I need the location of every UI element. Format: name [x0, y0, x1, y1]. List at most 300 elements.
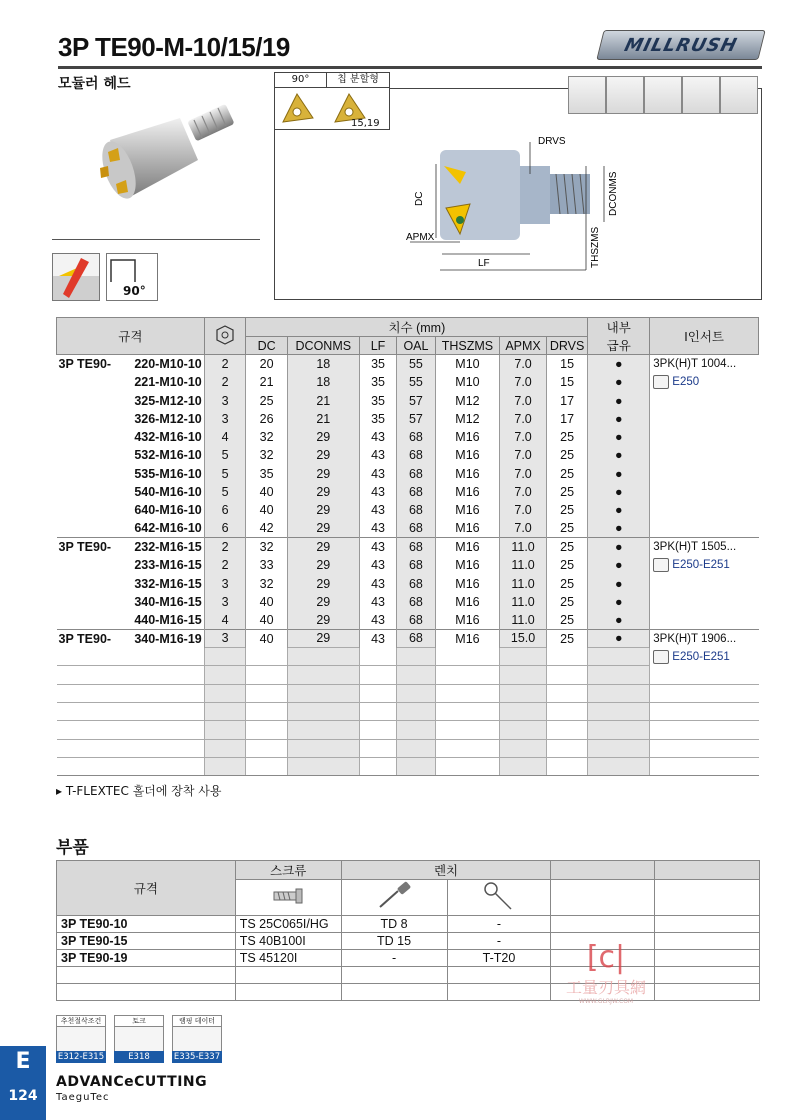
empty-cell [435, 666, 500, 684]
teeth-count: 5 [204, 465, 246, 483]
dim-value: M16 [455, 576, 480, 591]
spec-code-cell [57, 556, 205, 574]
face-milling-icon [568, 76, 606, 114]
t-wrench-icon [479, 881, 519, 911]
magnifier-icon [653, 558, 669, 572]
empty-cell [546, 702, 587, 720]
empty-cell [588, 702, 650, 720]
table-row [57, 519, 759, 537]
empty-cell [655, 916, 760, 933]
teeth-count: 3 [204, 574, 246, 592]
header-dim-drvs: DRVS [546, 337, 587, 355]
spec-code: 220-M10-10 [134, 357, 202, 372]
empty-cell [287, 721, 359, 739]
dim-value: 32 [259, 430, 274, 445]
empty-cell [57, 702, 205, 720]
coolant-mark: ● [588, 611, 650, 629]
empty-cell [588, 721, 650, 739]
part-wrench-t: T-T20 [447, 950, 551, 967]
insert-cell [650, 373, 759, 391]
empty-cell [546, 739, 587, 757]
ramping-icon [682, 76, 720, 114]
dim-value: 68 [397, 611, 435, 629]
dim-value: M12 [455, 393, 480, 408]
dim-value: 15.0 [500, 629, 547, 647]
insert-cell [650, 465, 759, 483]
teeth-count: 4 [204, 428, 246, 446]
dim-value: 40 [246, 629, 287, 647]
cutting-diagram-icon [52, 253, 100, 301]
empty-cell [287, 702, 359, 720]
dim-value: 29 [287, 611, 359, 629]
empty-cell [359, 757, 396, 775]
shoulder-profile-icon [107, 254, 157, 284]
dim-value: 43 [371, 558, 385, 573]
insert-cell [650, 574, 759, 592]
empty-cell [588, 648, 650, 666]
dim-value: 43 [371, 503, 385, 518]
spec-code: 340-M16-15 [134, 594, 202, 609]
dim-value: 25 [560, 558, 575, 573]
empty-cell [341, 984, 447, 1001]
dim-value: 35 [371, 411, 385, 426]
dim-value: 15 [560, 375, 575, 390]
empty-cell [287, 684, 359, 702]
empty-cell [57, 684, 205, 702]
spec-code-cell [57, 391, 205, 409]
table-row [57, 648, 759, 666]
parts-row [57, 916, 760, 933]
dim-value: 32 [246, 538, 287, 556]
empty-cell [588, 666, 650, 684]
table-row-empty [57, 666, 759, 684]
subtitle: 모듈러 헤드 [58, 76, 131, 92]
part-screw: TS 45120I [235, 950, 341, 967]
empty-cell [246, 702, 287, 720]
table-row-empty [57, 721, 759, 739]
dim-value: 29 [287, 574, 359, 592]
dim-value: 40 [259, 503, 274, 518]
empty-cell [57, 721, 205, 739]
coolant-mark: ● [588, 465, 650, 483]
empty-cell [246, 721, 287, 739]
title-divider [58, 66, 762, 69]
coolant-mark: ● [588, 538, 650, 556]
dim-value: 15 [546, 355, 587, 373]
spec-code-cell [57, 483, 205, 501]
teeth-count: 2 [204, 556, 246, 574]
dim-value: 29 [287, 629, 359, 647]
empty-cell [204, 684, 246, 702]
dim-value: 57 [397, 391, 435, 409]
dim-value: M16 [455, 430, 480, 445]
note-text: T-FLEXTEC 홀더에 장착 사용 [65, 784, 222, 798]
dim-value: M16 [435, 629, 500, 647]
insert-page-ref: E250-E251 [672, 559, 730, 572]
empty-cell [204, 757, 246, 775]
dim-value: M16 [455, 466, 480, 481]
spec-code-cell [57, 593, 205, 611]
dim-value: 25 [560, 521, 575, 536]
part-name: 3P TE90-15 [57, 933, 236, 950]
empty-cell [546, 721, 587, 739]
table-row-empty [57, 739, 759, 757]
coolant-mark: ● [588, 629, 650, 647]
dim-value: 57 [397, 410, 435, 428]
insert-cell [650, 501, 759, 519]
dim-value: 33 [259, 558, 274, 573]
coolant-mark: ● [588, 428, 650, 446]
watermark-mark: [c| [586, 940, 626, 975]
empty-cell [588, 684, 650, 702]
empty-cell [397, 702, 435, 720]
dim-value: 35 [371, 393, 385, 408]
insert-page-ref: E250-E251 [672, 650, 730, 663]
header-dim-apmx: APMX [500, 337, 547, 355]
empty-cell [57, 967, 236, 984]
dim-value: 18 [287, 355, 359, 373]
dim-value: 29 [287, 483, 359, 501]
insert-page-ref: E250 [672, 376, 700, 389]
dim-value: 7.0 [500, 519, 547, 537]
mounting-note: ▸ T-FLEXTEC 홀더에 장착 사용 [56, 784, 222, 798]
spec-code: 326-M12-10 [134, 411, 202, 426]
dim-value: 25 [259, 393, 274, 408]
reference-icons [56, 1015, 222, 1063]
dim-value: 40 [259, 612, 274, 627]
teeth-count: 4 [204, 611, 246, 629]
insert-cell [650, 629, 759, 647]
dim-value: 25 [546, 538, 587, 556]
empty-cell [57, 984, 236, 1001]
dim-value: 68 [397, 465, 435, 483]
header-dim-thszms: THSZMS [435, 337, 500, 355]
empty-cell [500, 757, 547, 775]
empty-cell [246, 666, 287, 684]
reference-page: E312-E315 [57, 1052, 105, 1062]
teeth-count: 3 [204, 410, 246, 428]
empty-cell [204, 721, 246, 739]
millrush-logo [596, 30, 765, 60]
empty-cell [588, 757, 650, 775]
dim-value: 68 [397, 446, 435, 464]
table-row-empty [57, 684, 759, 702]
empty-cell [546, 757, 587, 775]
empty-cell [397, 648, 435, 666]
spec-table [56, 317, 759, 776]
reference-image-icon [172, 1027, 222, 1051]
empty-cell [650, 666, 759, 684]
coolant-mark: ● [588, 501, 650, 519]
dim-value: 43 [371, 594, 385, 609]
dim-value: 7.0 [500, 428, 547, 446]
dim-value: 68 [397, 629, 435, 647]
empty-cell [235, 984, 341, 1001]
empty-cell [500, 721, 547, 739]
insert-cell [650, 556, 759, 574]
dim-value: 11.0 [500, 538, 547, 556]
table-row [57, 538, 759, 556]
table-row [57, 355, 759, 373]
dim-value: 68 [397, 574, 435, 592]
section-letter: E [15, 1049, 31, 1074]
dim-value: 35 [371, 375, 385, 390]
part-name: 3P TE90-10 [57, 916, 236, 933]
spec-code-cell [57, 465, 205, 483]
header-dimensions: 치수 (mm) [246, 318, 588, 337]
teeth-count: 3 [204, 593, 246, 611]
dim-value: M16 [455, 594, 480, 609]
empty-cell [359, 666, 396, 684]
empty-cell [650, 721, 759, 739]
dim-value: 43 [359, 538, 396, 556]
empty-cell [435, 721, 500, 739]
screw-image-cell [235, 880, 341, 916]
dim-value: 7.0 [500, 391, 547, 409]
coolant-mark: ● [588, 593, 650, 611]
dim-value: 43 [371, 612, 385, 627]
empty-cell [546, 648, 587, 666]
empty-cell [546, 684, 587, 702]
part-wrench-driver: TD 15 [341, 933, 447, 950]
empty-cell [500, 684, 547, 702]
dim-value: 11.0 [500, 611, 547, 629]
spec-code: 440-M16-15 [134, 612, 202, 627]
dim-value: 17 [560, 393, 575, 408]
empty-cell [551, 916, 655, 933]
reference-icon[interactable] [114, 1015, 164, 1063]
table-row [57, 611, 759, 629]
parts-blank-cell1 [551, 880, 655, 916]
spec-code: 535-M16-10 [134, 466, 202, 481]
operation-icons [568, 76, 758, 114]
empty-cell [204, 648, 246, 666]
spec-code-cell [57, 410, 205, 428]
empty-cell [57, 648, 205, 666]
dim-value: M16 [455, 448, 480, 463]
insert-cell [650, 355, 759, 373]
dim-value: 43 [359, 629, 396, 647]
dim-value: 68 [397, 519, 435, 537]
logo-text: MILLRUSH [622, 34, 740, 56]
dim-value: 26 [259, 411, 274, 426]
spec-code: 232-M16-15 [134, 540, 202, 555]
empty-cell [204, 739, 246, 757]
dim-value: 35 [359, 355, 396, 373]
empty-cell [359, 648, 396, 666]
teeth-count: 5 [204, 446, 246, 464]
coolant-mark: ● [588, 483, 650, 501]
parts-header-spec: 규격 [57, 861, 236, 916]
shoulder-milling-icon [606, 76, 644, 114]
dim-value: 29 [287, 446, 359, 464]
coolant-mark: ● [588, 391, 650, 409]
angle-label: 90° [123, 284, 146, 298]
dim-value: 18 [287, 373, 359, 391]
dim-value: 17 [560, 411, 575, 426]
empty-cell [287, 648, 359, 666]
teeth-count: 6 [204, 519, 246, 537]
watermark [536, 940, 676, 1010]
thszms-label: THSZMS [590, 226, 601, 268]
insert-code: 3PK(H)T 1906... [653, 632, 737, 645]
parts-title: 부품 [56, 838, 89, 858]
empty-cell [588, 739, 650, 757]
screwdriver-icon [374, 881, 414, 911]
teeth-count: 3 [204, 629, 246, 647]
table-row [57, 574, 759, 592]
parts-header-blank1 [551, 861, 655, 880]
dim-value: 11.0 [500, 593, 547, 611]
dim-value: 43 [371, 521, 385, 536]
header-coolant-line2: 급유 [606, 339, 631, 354]
section-tab [0, 1046, 46, 1120]
spec-prefix: 3P TE90- [58, 540, 112, 555]
dim-value: M16 [455, 485, 480, 500]
insert-type-box [274, 72, 390, 130]
watermark-url: WWW.GLRJW.COM [578, 998, 634, 1005]
empty-cell [650, 702, 759, 720]
spec-code: 640-M16-10 [134, 503, 202, 518]
dim-value: M10 [455, 375, 480, 390]
dim-value: M10 [435, 355, 500, 373]
insert-cell [650, 648, 759, 666]
empty-cell [57, 739, 205, 757]
insert-col-chipbreaker: 칩 분할형 [337, 74, 379, 85]
spec-code-cell [57, 538, 205, 556]
reference-title: 추천절삭조건 [56, 1015, 106, 1027]
lf-label: LF [478, 258, 490, 269]
empty-cell [650, 757, 759, 775]
watermark-text: 工量刃具網 [565, 978, 646, 997]
empty-cell [397, 721, 435, 739]
modular-head-photo [90, 100, 240, 210]
spec-code-cell [57, 629, 205, 647]
insert-col-90: 90° [275, 73, 327, 87]
dim-value: M12 [455, 411, 480, 426]
coolant-mark: ● [588, 519, 650, 537]
dim-value: 25 [560, 503, 575, 518]
dim-value: 68 [397, 593, 435, 611]
dim-value: 43 [371, 448, 385, 463]
insert-cell [650, 538, 759, 556]
screw-icon [268, 884, 308, 908]
dim-value: M16 [435, 538, 500, 556]
empty-cell [204, 666, 246, 684]
dim-value: 68 [397, 428, 435, 446]
dc-label: DC [414, 191, 425, 206]
insert-code: 3PK(H)T 1505... [653, 541, 737, 554]
header-coolant-line1: 내부 [606, 321, 631, 336]
header-insert: I인서트 [650, 318, 759, 355]
empty-cell [204, 702, 246, 720]
magnifier-icon [653, 375, 669, 389]
reference-image-icon [114, 1027, 164, 1051]
table-row [57, 391, 759, 409]
insert-code: 3PK(H)T 1004... [653, 358, 737, 371]
dim-value: 29 [287, 501, 359, 519]
insert-size-note: 15,19 [351, 118, 380, 129]
dim-value: 29 [287, 428, 359, 446]
insert-cell [650, 519, 759, 537]
insert-cell [650, 446, 759, 464]
header-dim-lf: LF [359, 337, 396, 355]
empty-cell [341, 967, 447, 984]
table-row [57, 629, 759, 647]
dim-value: 68 [397, 556, 435, 574]
spec-code: 532-M16-10 [134, 448, 202, 463]
insert-cell [650, 593, 759, 611]
dim-value: 21 [287, 410, 359, 428]
teeth-count: 5 [204, 483, 246, 501]
insert-cell [650, 611, 759, 629]
t-wrench-image-cell [447, 880, 551, 916]
table-row [57, 593, 759, 611]
dim-value: 29 [287, 465, 359, 483]
spec-code-cell [57, 519, 205, 537]
dim-value: 43 [371, 466, 385, 481]
dim-value: 29 [287, 519, 359, 537]
header-dim-oal: OAL [397, 337, 435, 355]
parts-header-screw: 스크류 [235, 861, 341, 880]
spec-code: 432-M16-10 [134, 430, 202, 445]
torx-driver-image-cell [341, 880, 447, 916]
dim-value: 7.0 [500, 410, 547, 428]
table-row [57, 446, 759, 464]
empty-cell [359, 739, 396, 757]
empty-cell [435, 757, 500, 775]
dim-value: 25 [560, 485, 575, 500]
reference-icon[interactable] [56, 1015, 106, 1063]
spec-code-cell [57, 373, 205, 391]
dim-value: 25 [560, 576, 575, 591]
dim-value: M16 [455, 558, 480, 573]
dim-value: 29 [287, 556, 359, 574]
dim-value: 29 [287, 593, 359, 611]
teeth-count: 6 [204, 501, 246, 519]
table-row [57, 373, 759, 391]
dim-value: 25 [560, 466, 575, 481]
part-wrench-t: - [447, 933, 551, 950]
spec-code: 233-M16-15 [134, 558, 202, 573]
spec-code: 332-M16-15 [134, 576, 202, 591]
dim-value: 25 [560, 594, 575, 609]
empty-cell [435, 684, 500, 702]
dim-value: 11.0 [500, 556, 547, 574]
header-spec: 규격 [57, 318, 205, 355]
dim-value: 11.0 [500, 574, 547, 592]
reference-icon[interactable] [172, 1015, 222, 1063]
spec-code-cell [57, 428, 205, 446]
dim-value: M16 [455, 521, 480, 536]
empty-cell [650, 739, 759, 757]
cutting-tool-icon [53, 254, 99, 300]
spec-code: 642-M16-10 [134, 521, 202, 536]
dim-value: 68 [397, 501, 435, 519]
empty-cell [359, 684, 396, 702]
dim-value: 25 [560, 448, 575, 463]
empty-cell [435, 648, 500, 666]
empty-cell [246, 757, 287, 775]
empty-cell [650, 684, 759, 702]
coolant-mark: ● [588, 556, 650, 574]
empty-cell [435, 739, 500, 757]
insert-cell [650, 410, 759, 428]
dim-value: 21 [259, 375, 274, 390]
spec-code-cell [57, 611, 205, 629]
part-name: 3P TE90-19 [57, 950, 236, 967]
empty-cell [500, 666, 547, 684]
